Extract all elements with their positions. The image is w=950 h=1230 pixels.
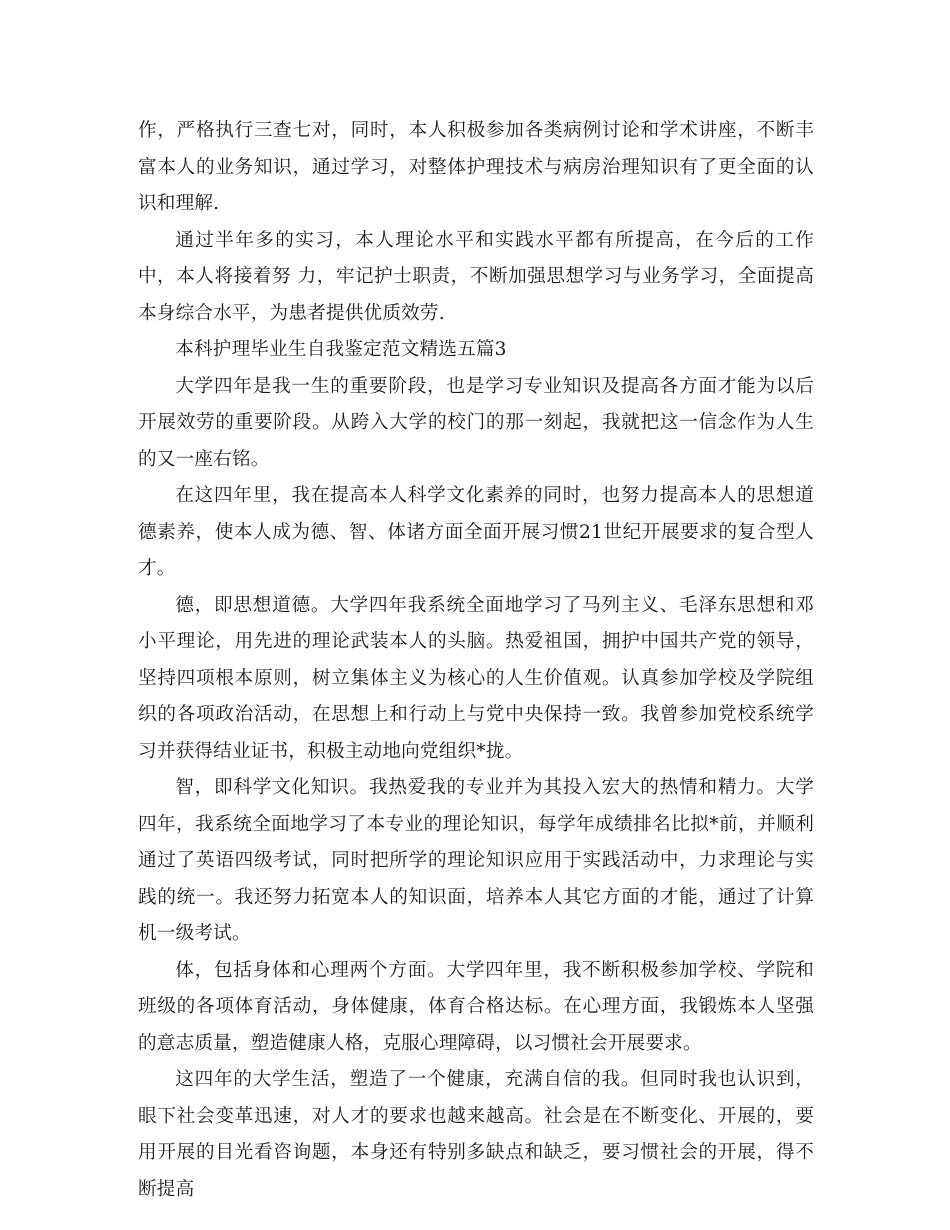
paragraph-5: 在这四年里，我在提高本人科学文化素养的同时，也努力提高本人的思想道德素养，使本人成为德、智、体诸方面全面开展习惯21世纪开展要求的复合型人才。: [138, 485, 814, 579]
paragraph-2: 通过半年多的实习，本人理论水平和实践水平都有所提高，在今后的工作中，本人将接着努 力，牢记护士职责，不断加强思想学习与业务学习，全面提高本身综合水平，为患者提供优质效劳.: [138, 229, 814, 324]
section-heading: 本科护理毕业生自我鉴定范文精选五篇3: [175, 339, 507, 360]
paragraph-7: 智，即科学文化知识。我热爱我的专业并为其投入宏大的热情和精力。大学四年，我系统全面地学习了本专业的理论知识，每学年成绩排名比拟*前，并顺利通过了英语四级考试，同时把所学的理论知识应用于实践活动中，力求理论与实践的统一。我还努力拓宽本人的知识面，培养本人其它方面的才能，通过了计算机一级考试。: [138, 777, 814, 944]
document-body: [138, 113, 814, 1208]
paragraph-1: 作，严格执行三查七对，同时，本人积极参加各类病例讨论和学术讲座，不断丰富本人的业务知识，通过学习，对整体护理技术与病房治理知识有了更全面的认识和理解.: [138, 120, 814, 214]
paragraph-4: 大学四年是我一生的重要阶段，也是学习专业知识及提高各方面才能为以后开展效劳的重要阶段。从跨入大学的校门的那一刻起，我就把这一信念作为人生的又一座右铭。: [138, 375, 814, 470]
paragraph-8: 体，包括身体和心理两个方面。大学四年里，我不断积极参加学校、学院和班级的各项体育活动，身体健康，体育合格达标。在心理方面，我锻炼本人坚强的意志质量，塑造健康人格，克服心理障碍，以习惯社会开展要求。: [138, 959, 814, 1054]
paragraph-6: 德，即思想道德。大学四年我系统全面地学习了马列主义、毛泽东思想和邓小平理论，用先进的理论武装本人的头脑。热爱祖国，拥护中国共产党的领导，坚持四项根本原则，树立集体主义为核心的人生价值观。认真参加学校及学院组织的各项政治活动，在思想上和行动上与党中央保持一致。我曾参加党校系统学习并获得结业证书，积极主动地向党组织*拢。: [138, 594, 814, 762]
paragraph-9: 这四年的大学生活，塑造了一个健康，充满自信的我。但同时我也认识到，眼下社会变革迅速，对人才的要求也越来越高。社会是在不断变化、开展的，要用开展的目光看咨询题，本身还有特别多缺点和缺乏，要习惯社会的开展，得不断提高: [138, 1069, 814, 1200]
